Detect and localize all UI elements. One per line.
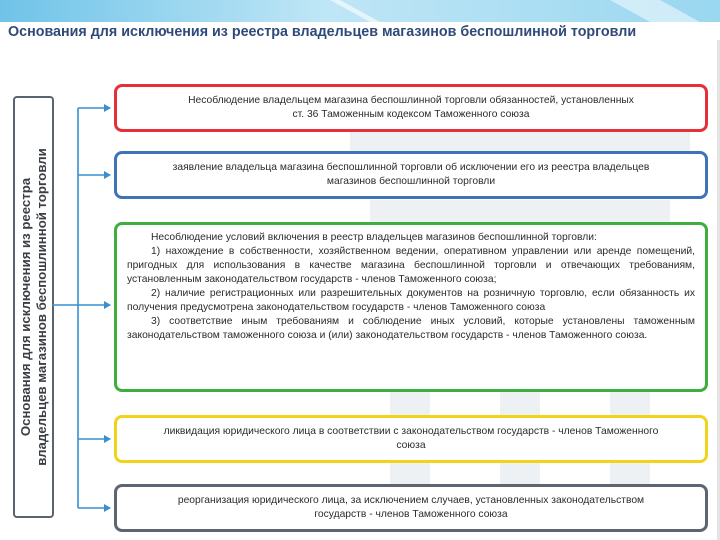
item-2-line-1: заявление владельца магазина беспошлинной торговли об исключении его из реестра владельцев — [172, 162, 650, 173]
item-box-conditions — [114, 222, 708, 392]
item-4-line-2: союза — [396, 440, 426, 451]
item-5-line-1: реорганизация юридического лица, за исключением случаев, установленных законодательством — [177, 495, 645, 506]
item-1-line-1: Несоблюдение владельцем магазина беспошлинной торговли обязанностей, установленных — [188, 95, 634, 106]
item-3-condition-2: 2) наличие регистрационных или разрешительных документов на розничную торговлю, если обязанность их получения предусмотрена законодательством государств - членов Таможенного союза — [127, 288, 695, 313]
item-box-liquidation — [114, 415, 708, 463]
item-3-heading: Несоблюдение условий включения в реестр владельцев магазинов беспошлинной торговли: — [151, 232, 597, 243]
item-box-owner-application — [114, 151, 708, 199]
item-3-condition-1: 1) нахождение в собственности, хозяйственном ведении, оперативном управлении или аренде помещений, пригодных для использования в качестве магазина беспошлинной торговли и отвечающих требованиям, установленным законодательством государств - членов Таможенного союза; — [127, 246, 695, 285]
item-5-line-2: государств - членов Таможенного союза — [314, 509, 508, 520]
item-4-line-1: ликвидация юридического лица в соответствии с законодательством государств - членов Таможенного — [163, 426, 659, 437]
page-title: Основания для исключения из реестра владельцев магазинов беспошлинной торговли — [8, 24, 637, 40]
side-label-line-1: Основания для исключения из реестра — [17, 177, 33, 437]
item-box-reorganization — [114, 484, 708, 532]
item-box-obligations — [114, 84, 708, 132]
item-3-condition-3: 3) соответствие иным требованиям и соблюдение иных условий, которые установлены таможенным законодательством таможенного союза и (или) законодательством государств - членов Таможенного союза. — [127, 316, 695, 341]
side-label-line-2: владельцев магазинов беспошлинной торговли — [33, 148, 49, 466]
item-1-line-2: ст. 36 Таможенным кодексом Таможенного союза — [292, 109, 530, 120]
item-2-line-2: магазинов беспошлинной торговли — [326, 176, 496, 187]
